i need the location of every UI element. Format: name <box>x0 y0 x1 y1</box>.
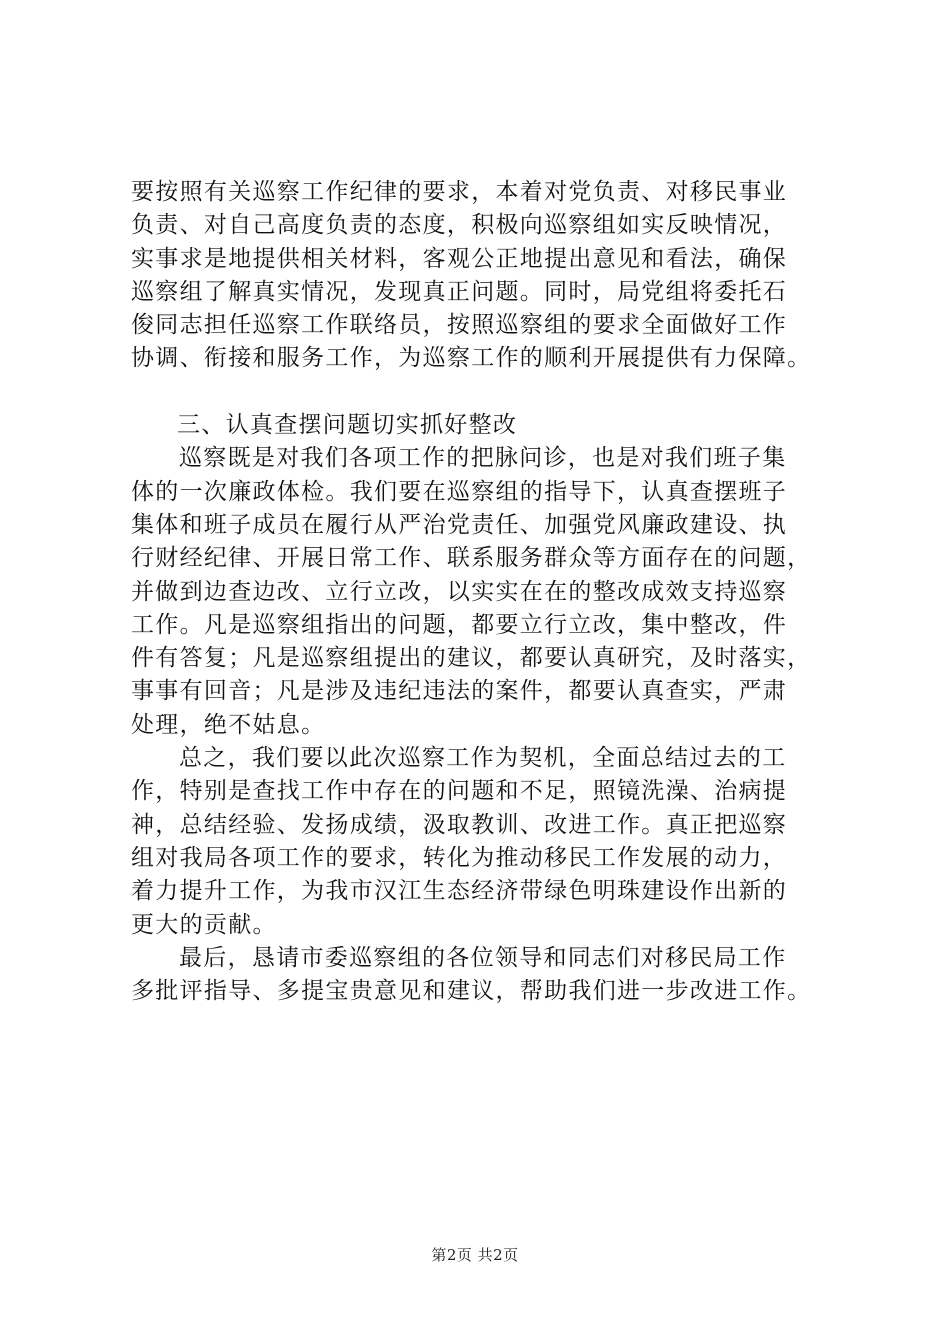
text-line: 最后，恳请市委巡察组的各位领导和同志们对移民局工作 <box>179 944 787 971</box>
text-line: 俊同志担任巡察工作联络员，按照巡察组的要求全面做好工作 <box>131 312 788 339</box>
paragraph-4 <box>131 942 851 1009</box>
text-line: 多批评指导、多提宝贵意见和建议，帮助我们进一步改进工作。 <box>131 978 812 1005</box>
paragraph-2 <box>131 442 851 742</box>
text-line: 组对我局各项工作的要求，转化为推动移民工作发展的动力， <box>131 844 788 871</box>
text-line: 行财经纪律、开展日常工作、联系服务群众等方面存在的问题， <box>131 545 812 572</box>
paragraph-gap <box>131 376 851 409</box>
section-heading: 三、认真查摆问题切实抓好整改 <box>177 412 518 439</box>
text-line: 协调、衔接和服务工作，为巡察工作的顺利开展提供有力保障。 <box>131 345 812 372</box>
page-number-footer: 第2页 共2页 <box>431 1246 519 1264</box>
paragraph-1 <box>131 176 851 376</box>
paragraph-3 <box>131 742 851 942</box>
text-line: 集体和班子成员在履行从严治党责任、加强党风廉政建设、执 <box>131 511 788 538</box>
text-line: 实事求是地提供相关材料，客观公正地提出意见和看法，确保 <box>131 245 788 272</box>
text-line: 巡察既是对我们各项工作的把脉问诊，也是对我们班子集 <box>179 445 787 472</box>
text-line: 处理，绝不姑息。 <box>131 711 326 738</box>
document-body <box>131 176 851 1008</box>
text-line: 并做到边查边改、立行立改，以实实在在的整改成效支持巡察 <box>131 578 788 605</box>
text-line: 更大的贡献。 <box>131 911 277 938</box>
text-line: 神，总结经验、发扬成绩，汲取教训、改进工作。真正把巡察 <box>131 811 788 838</box>
text-line: 要按照有关巡察工作纪律的要求，本着对党负责、对移民事业 <box>131 179 788 205</box>
text-line: 巡察组了解真实情况，发现真正问题。同时，局党组将委托石 <box>131 278 788 305</box>
text-line: 工作。凡是巡察组指出的问题，都要立行立改，集中整改，件 <box>131 611 788 638</box>
text-line: 件有答复；凡是巡察组提出的建议，都要认真研究，及时落实， <box>131 645 812 672</box>
text-line: 负责、对自己高度负责的态度，积极向巡察组如实反映情况， <box>131 212 788 239</box>
text-line: 着力提升工作，为我市汉江生态经济带绿色明珠建设作出新的 <box>131 878 788 905</box>
text-line: 事事有回音；凡是涉及违纪违法的案件，都要认真查实，严肃 <box>131 678 788 705</box>
text-line: 作，特别是查找工作中存在的问题和不足，照镜洗澡、治病提 <box>131 778 788 805</box>
text-line: 体的一次廉政体检。我们要在巡察组的指导下，认真查摆班子 <box>131 478 788 505</box>
text-line: 总之，我们要以此次巡察工作为契机，全面总结过去的工 <box>179 745 787 772</box>
